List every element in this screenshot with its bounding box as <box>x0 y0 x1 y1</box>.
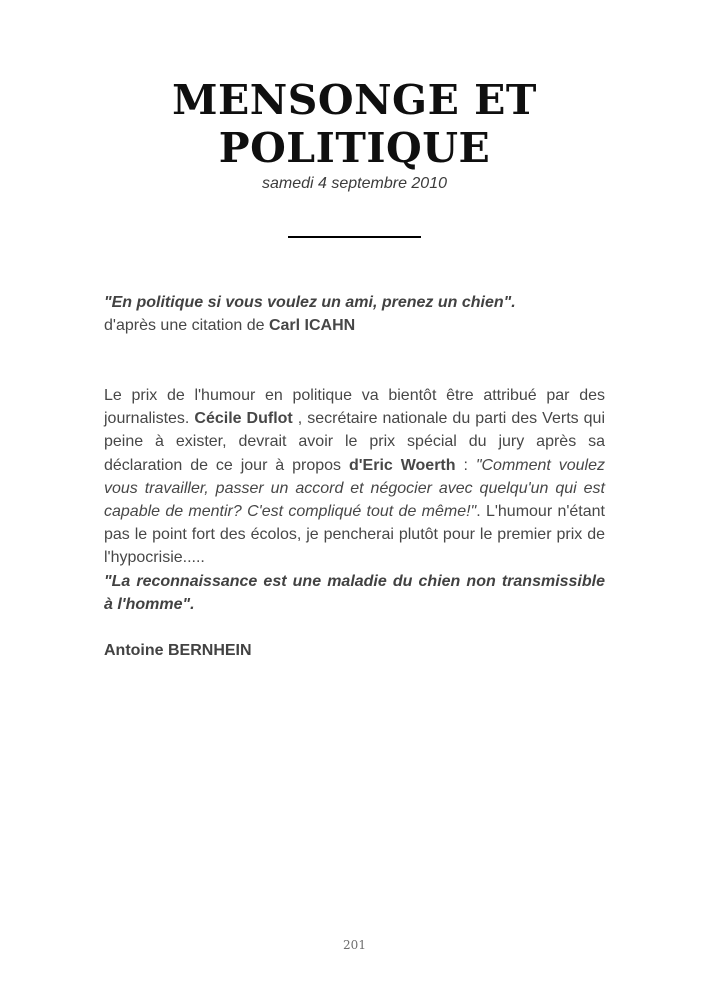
article-body <box>104 384 605 616</box>
attribution-prefix: d'après une citation de <box>104 317 269 334</box>
epigraph-quote: "En politique si vous voulez un ami, prenez un chien". <box>104 294 516 311</box>
text-segment-bold: Cécile Duflot <box>194 410 293 428</box>
text-segment-bold: d'Eric Woerth <box>348 456 456 474</box>
article-date: samedi 4 septembre 2010 <box>262 175 447 192</box>
section-divider <box>288 236 421 238</box>
title-line-1: MENSONGE ET <box>172 76 537 124</box>
signature: Antoine BERNHEIN <box>104 642 252 659</box>
text-segment: : <box>455 456 476 474</box>
epigraph-attribution <box>104 314 605 337</box>
masthead <box>0 76 709 193</box>
text-segment-italic: "Comment voulez vous travailler, passer un accord et négocier avec quelqu'un qui est capable de mentir? C'est compliqué tout de même!" <box>104 456 606 521</box>
text-segment: Le prix de l'humour en politique va bientôt être attribué par des journalistes. <box>104 387 605 428</box>
page-number: 201 <box>343 938 366 952</box>
text-segment: , secrétaire nationale du parti des Verts qui peine à exister, devrait avoir le prix spécial du jury après sa déclaration de ce jour à propos <box>104 410 605 474</box>
attribution-name: Carl ICAHN <box>268 317 356 334</box>
text-segment: . L'humour n'étant pas le point fort des écolos, je pencherai plutôt pour le premier prix de l'hypocrisie..... <box>104 503 605 567</box>
page-title <box>0 76 709 172</box>
article-paragraph <box>104 384 605 570</box>
epigraph <box>104 291 605 337</box>
title-line-2: POLITIQUE <box>218 124 491 172</box>
closing-quote: "La reconnaissance est une maladie du chien non transmissible à l'homme". <box>104 572 605 613</box>
